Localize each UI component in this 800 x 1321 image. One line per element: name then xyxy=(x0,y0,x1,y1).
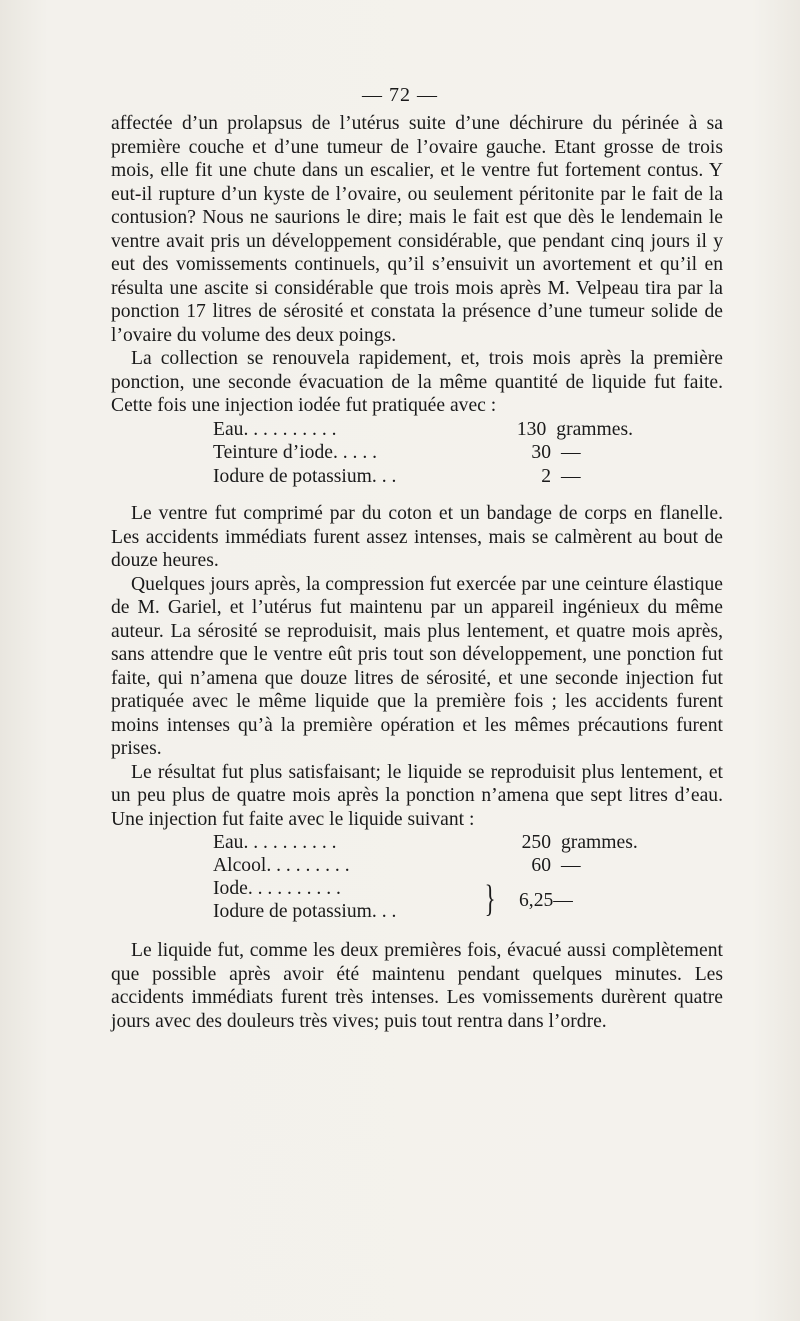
recipe-row xyxy=(213,877,491,901)
ingredient-quantity: 30 xyxy=(531,442,551,463)
recipe-row xyxy=(213,465,633,489)
ingredient-unit: — xyxy=(561,442,581,463)
grouped-quantity: 6,25— xyxy=(519,890,573,911)
grouping-brace: } xyxy=(484,878,496,920)
ingredient-name: Eau. . . . . . . . . . xyxy=(213,832,337,853)
recipe-table-1 xyxy=(213,418,633,489)
ingredient-quantity: 130 xyxy=(516,418,547,440)
ingredient-unit: grammes. xyxy=(556,418,633,440)
recipe-row xyxy=(213,900,491,924)
recipe-row xyxy=(213,418,633,442)
ingredient-quantity: 60 xyxy=(531,855,551,876)
ingredient-name: Eau. . . . . . . . . . xyxy=(213,418,337,440)
ingredient-quantity: 250 xyxy=(521,832,551,853)
page-number: — 72 — xyxy=(362,84,438,106)
recipe-row xyxy=(213,831,638,855)
recipe-row xyxy=(213,854,581,878)
ingredient-unit: — xyxy=(561,465,581,487)
paragraph-6: Le liquide fut, comme les deux premières fois, évacué aussi complètement que possible après avoir été maintenu pendant quelques minutes. Les accidents immédiats furent très intenses. Les vomissements durèrent quatre jours avec des douleurs très vives; puis tout rentra dans l’ordre. xyxy=(111,940,723,1032)
ingredient-name: Alcool. . . . . . . . . xyxy=(213,855,350,876)
body-text xyxy=(111,112,723,1033)
ingredient-name: Iode. . . . . . . . . . xyxy=(213,878,341,899)
ingredient-unit: grammes. xyxy=(561,832,638,853)
spacer xyxy=(111,488,723,502)
recipe-row xyxy=(213,441,633,465)
ingredient-unit: — xyxy=(561,855,581,876)
spacer xyxy=(111,925,723,939)
paragraph-5: Le résultat fut plus satisfaisant; le liquide se reproduisit plus lentement, et un peu plus de quatre mois après la ponction n’amena que sept litres d’eau. Une injection fut faite avec le liquide suivant : xyxy=(111,761,723,830)
ingredient-name: Iodure de potassium. . . xyxy=(213,465,397,487)
paragraph-2: La collection se renouvela rapidement, et, trois mois après la première ponction, une seconde évacuation de la même quantité de liquide fut faite. Cette fois une injection iodée fut pratiquée avec : xyxy=(111,348,723,416)
ingredient-name: Teinture d’iode. . . . . xyxy=(213,442,378,463)
paragraph-4: Quelques jours après, la compression fut exercée par une ceinture élastique de M. Gariel, et l’utérus fut maintenu par un appareil ingénieux du même auteur. La sérosité se reproduisit, mais plus lentement, et quatre mois après, sans attendre que le ventre eût pris tout son développement, une ponction fut faite, qui n’amena que douze litres de sérosité, et une seconde injection fut pratiquée avec le même liquide que la première fois ; les accidents furent moins intenses qu’à la première opération et les mêmes précautions furent prises. xyxy=(111,573,723,759)
paragraph-3: Le ventre fut comprimé par du coton et un bandage de corps en flanelle. Les accidents immédiats furent assez intenses, mais se calmèrent au bout de douze heures. xyxy=(111,503,723,571)
paragraph-1: affectée d’un prolapsus de l’utérus suite d’une déchirure du périnée à sa première couche et d’une tumeur de l’ovaire gauche. Etant grosse de trois mois, elle fit une chute dans un escalier, et le ventre fut fortement contus. Y eut-il rupture d’un kyste de l’ovaire, ou seulement péritonite par le fait de la contusion? Nous ne saurions le dire; mais le fait est que dès le lendemain le ventre avait pris un développement considérable, que pendant cinq jours il y eut des vomissements continuels, qu’il s’ensuivit un avortement et qu’il en résulta une ascite si considérable que trois mois après M. Velpeau tira par la ponction 17 litres de sérosité et constata la présence d’une tumeur solide de l’ovaire du volume des deux poings. xyxy=(111,113,723,346)
ingredient-name: Iodure de potassium. . . xyxy=(213,901,397,922)
ingredient-quantity: 2 xyxy=(541,465,551,487)
recipe-table-2 xyxy=(213,831,638,925)
